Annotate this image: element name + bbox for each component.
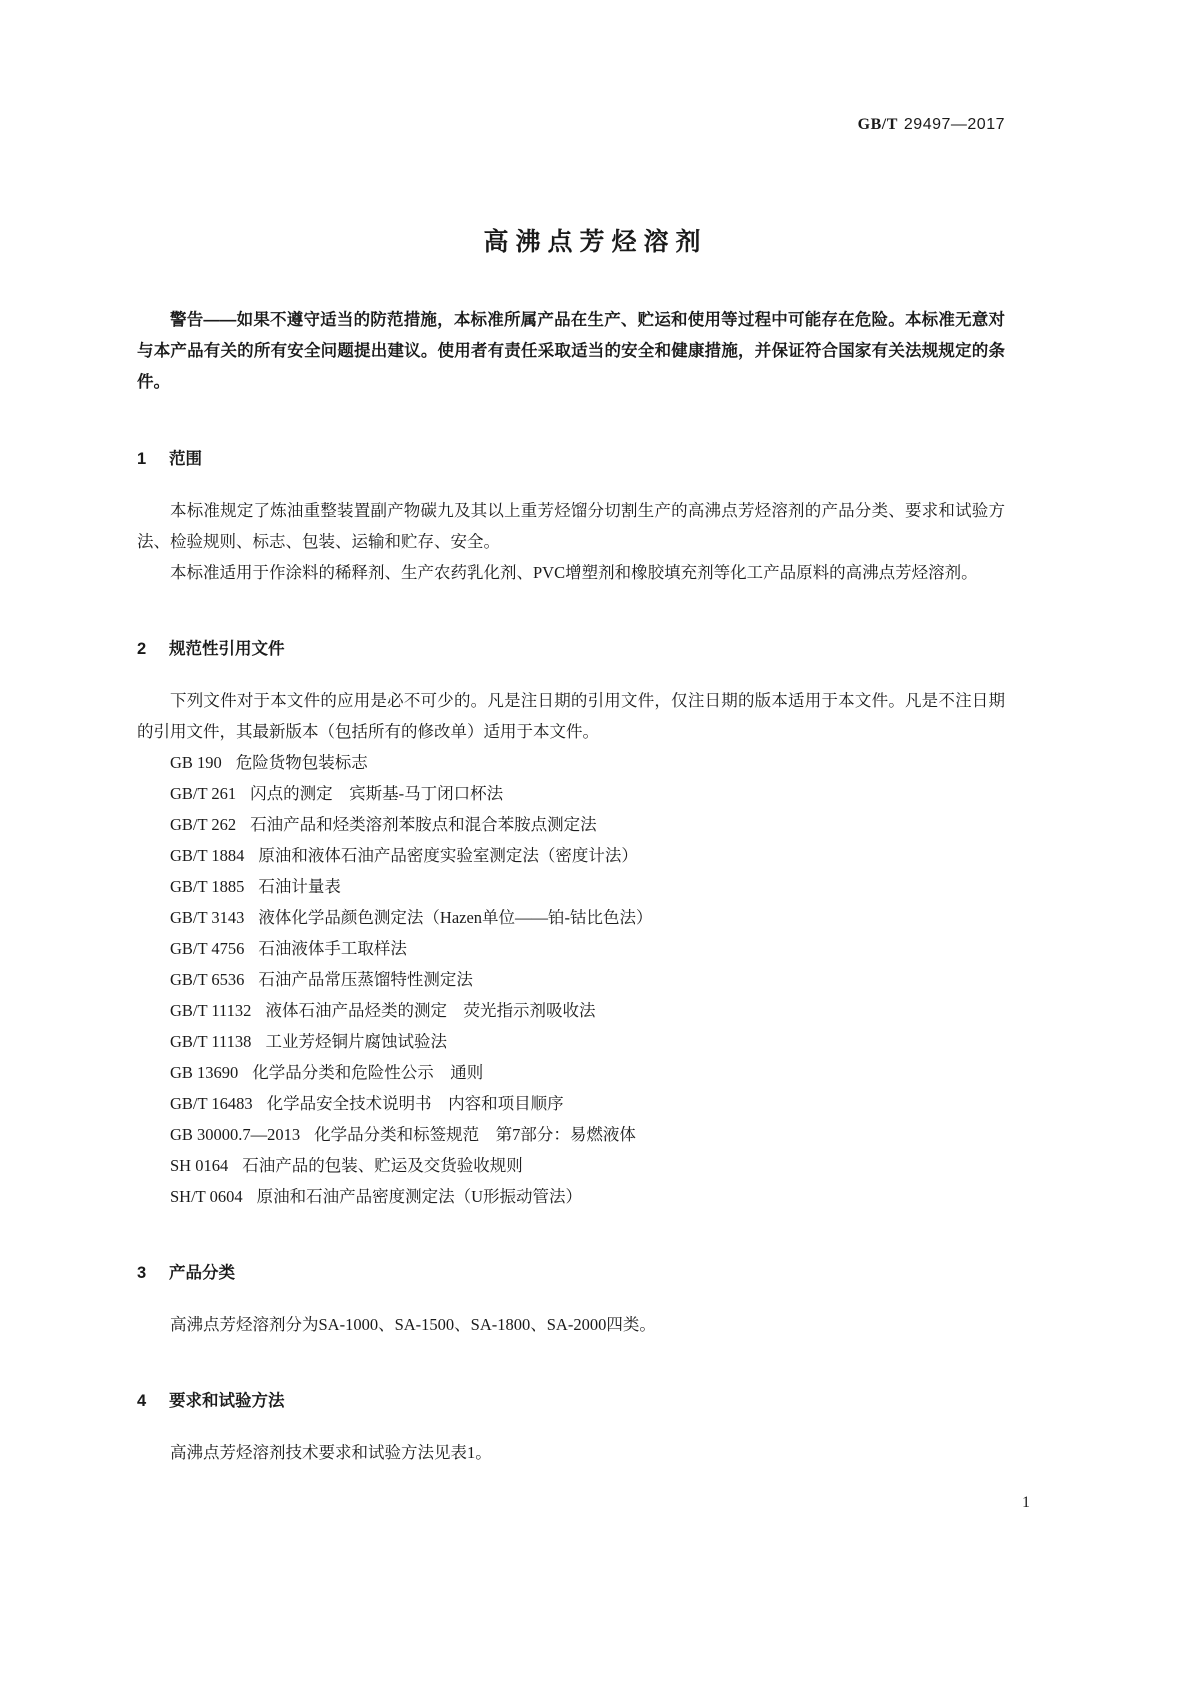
reference-item [137, 902, 1005, 933]
reference-item [137, 1181, 1005, 1212]
reference-code: GB/T 262 [170, 815, 237, 834]
section-2 [137, 634, 1005, 1212]
body-paragraph: 本标准适用于作涂料的稀释剂、生产农药乳化剂、PVC增塑剂和橡胶填充剂等化工产品原料的高沸点芳烃溶剂。 [170, 563, 978, 582]
section-title: 产品分类 [169, 1264, 235, 1282]
reference-item [137, 871, 1005, 902]
document-title: 高沸点芳烃溶剂 [483, 228, 708, 256]
page-number: 1 [1022, 1494, 1030, 1511]
section-number: 1 [137, 450, 147, 468]
reference-title: 工业芳烃铜片腐蚀试验法 [265, 1032, 447, 1051]
standard-code-prefix: GB/T [857, 116, 898, 133]
reference-item [137, 995, 1005, 1026]
reference-code: SH/T 0604 [170, 1187, 243, 1206]
section-4 [137, 1386, 1005, 1468]
reference-code: GB/T 1885 [170, 877, 245, 896]
reference-item [137, 1026, 1005, 1057]
standard-code-number: 29497—2017 [903, 116, 1005, 133]
reference-item [137, 964, 1005, 995]
section-title: 要求和试验方法 [169, 1392, 285, 1410]
section-title: 范围 [169, 450, 202, 468]
reference-item [137, 1088, 1005, 1119]
reference-code: GB/T 6536 [170, 970, 245, 989]
section-heading [137, 1258, 1005, 1289]
section-3 [137, 1258, 1005, 1340]
reference-code: GB 190 [170, 753, 222, 772]
reference-code: GB/T 16483 [170, 1094, 253, 1113]
body-paragraph: 高沸点芳烃溶剂分为SA-1000、SA-1500、SA-1800、SA-2000四类。 [170, 1315, 656, 1334]
section-heading [137, 1386, 1005, 1417]
document-body [137, 305, 1005, 1468]
reference-item [137, 1119, 1005, 1150]
reference-code: GB/T 261 [170, 784, 237, 803]
section-heading [137, 444, 1005, 475]
standard-code-header [858, 116, 1005, 134]
reference-code: GB 30000.7—2013 [170, 1125, 301, 1144]
reference-item [137, 840, 1005, 871]
reference-title: 石油产品的包装、贮运及交货验收规则 [242, 1156, 523, 1175]
section-title: 规范性引用文件 [169, 640, 285, 658]
reference-title: 石油液体手工取样法 [258, 939, 407, 958]
reference-title: 液体化学品颜色测定法（Hazen单位——铂-钴比色法） [258, 908, 653, 927]
section-number: 4 [137, 1392, 147, 1410]
reference-item [137, 778, 1005, 809]
reference-title: 液体石油产品烃类的测定 荧光指示剂吸收法 [265, 1001, 596, 1020]
reference-title: 石油产品和烃类溶剂苯胺点和混合苯胺点测定法 [250, 815, 597, 834]
reference-title: 化学品安全技术说明书 内容和项目顺序 [266, 1094, 564, 1113]
reference-code: GB/T 3143 [170, 908, 245, 927]
section-1 [137, 444, 1005, 588]
sections-container [137, 444, 1005, 1468]
reference-code: GB/T 4756 [170, 939, 245, 958]
reference-code: GB/T 11132 [170, 1001, 252, 1020]
reference-title: 闪点的测定 宾斯基-马丁闭口杯法 [250, 784, 504, 803]
reference-item [137, 1150, 1005, 1181]
body-paragraph: 下列文件对于本文件的应用是必不可少的。凡是注日期的引用文件，仅注日期的版本适用于本文件。凡是不注日期的引用文件，其最新版本（包括所有的修改单）适用于本文件。 [137, 691, 1005, 741]
warning-paragraph: 警告——如果不遵守适当的防范措施，本标准所属产品在生产、贮运和使用等过程中可能存在危险。本标准无意对与本产品有关的所有安全问题提出建议。使用者有责任采取适当的安全和健康措施，并保证符合国家有关法规规定的条件。 [137, 311, 1005, 391]
reference-title: 石油计量表 [258, 877, 341, 896]
reference-item [137, 747, 1005, 778]
reference-item [137, 809, 1005, 840]
reference-title: 原油和石油产品密度测定法（U形振动管法） [256, 1187, 583, 1206]
reference-item [137, 933, 1005, 964]
reference-item [137, 1057, 1005, 1088]
body-paragraph: 本标准规定了炼油重整装置副产物碳九及其以上重芳烃馏分切割生产的高沸点芳烃溶剂的产品分类、要求和试验方法、检验规则、标志、包装、运输和贮存、安全。 [137, 501, 1005, 551]
reference-code: GB/T 1884 [170, 846, 245, 865]
reference-title: 石油产品常压蒸馏特性测定法 [258, 970, 473, 989]
body-paragraph: 高沸点芳烃溶剂技术要求和试验方法见表1。 [170, 1443, 492, 1462]
reference-title: 化学品分类和标签规范 第7部分：易燃液体 [314, 1125, 636, 1144]
section-number: 2 [137, 640, 147, 658]
reference-title: 化学品分类和危险性公示 通则 [252, 1063, 484, 1082]
reference-code: GB/T 11138 [170, 1032, 252, 1051]
section-number: 3 [137, 1264, 147, 1282]
normative-reference-list [137, 747, 1005, 1212]
section-heading [137, 634, 1005, 665]
reference-code: GB 13690 [170, 1063, 239, 1082]
reference-code: SH 0164 [170, 1156, 229, 1175]
reference-title: 原油和液体石油产品密度实验室测定法（密度计法） [258, 846, 638, 865]
reference-title: 危险货物包装标志 [235, 753, 368, 772]
